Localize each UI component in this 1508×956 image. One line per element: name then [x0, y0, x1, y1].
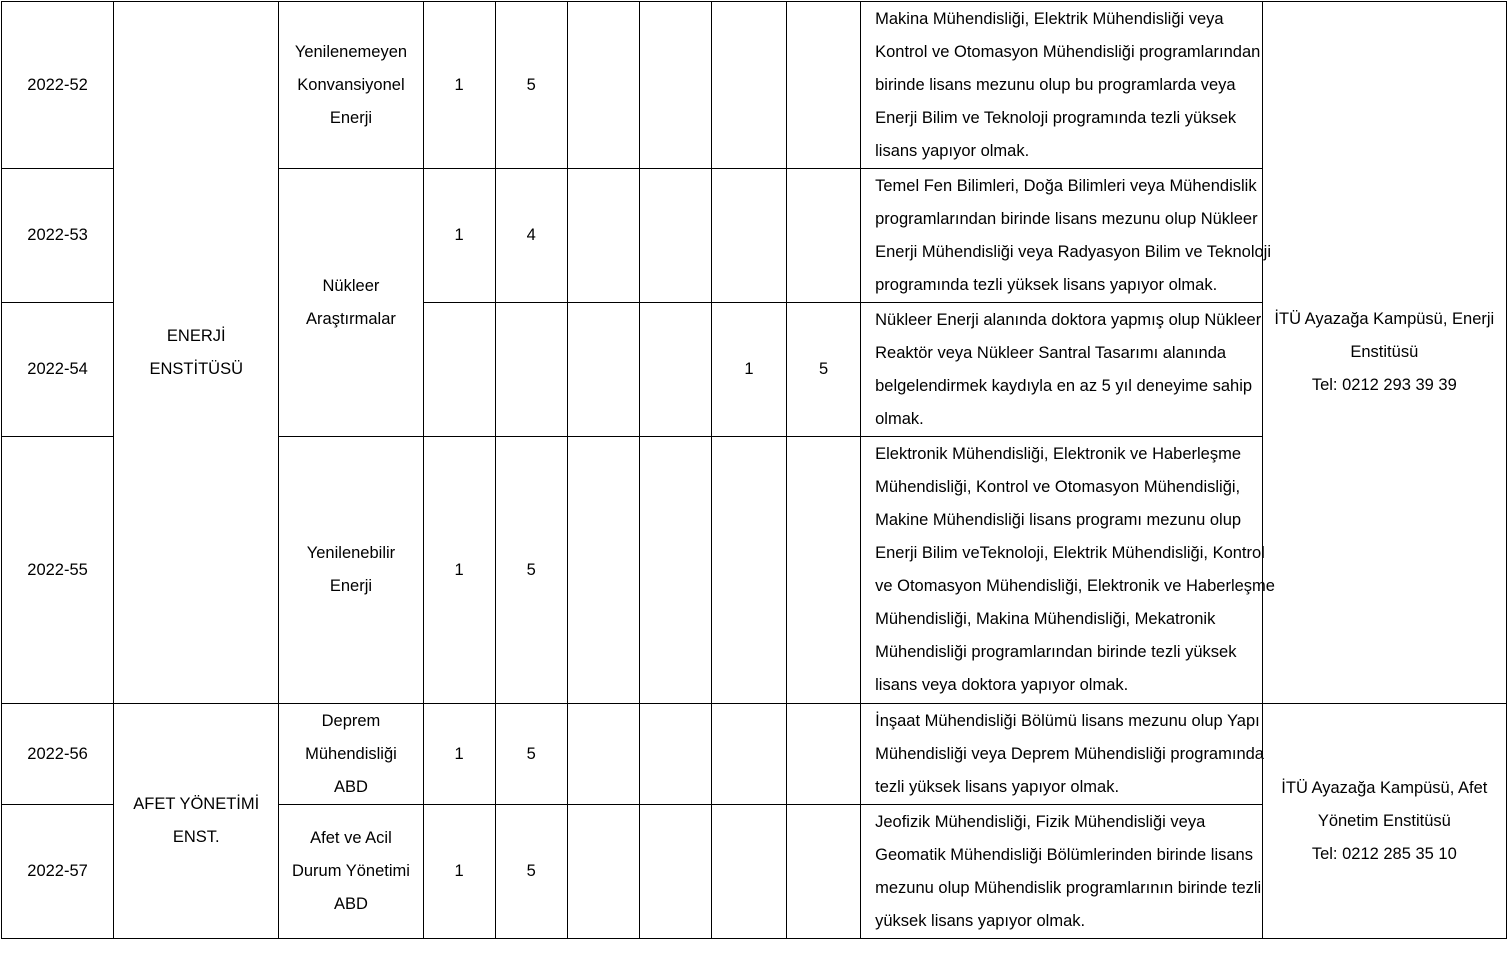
- count-cell: 5: [495, 704, 567, 805]
- count-cell: 1: [423, 437, 495, 704]
- contact-cell: [1262, 2, 1506, 704]
- count-cell: 1: [423, 169, 495, 303]
- count-cell: 4: [495, 169, 567, 303]
- program-line: Durum Yönetimi: [291, 862, 410, 880]
- program-line: Nükleer: [322, 276, 380, 295]
- requirement-cell: [861, 704, 1263, 805]
- positions-table: [1, 1, 1507, 939]
- requirement-line: Mühendisliği veya Deprem Mühendisliği programında: [875, 744, 1264, 763]
- requirement-line: yüksek lisans yapıyor olmak.: [875, 911, 1086, 930]
- count-cell: 5: [495, 2, 567, 169]
- program-line: ABD: [333, 777, 368, 796]
- requirement-line: İnşaat Mühendisliği Bölümü lisans mezunu olup Yapı: [875, 711, 1260, 730]
- institute-line: ENERJİ: [166, 326, 226, 345]
- contact-line: Yönetim Enstitüsü: [1317, 811, 1451, 830]
- contact-line: Enstitüsü: [1350, 343, 1419, 361]
- count-cell: [567, 169, 639, 303]
- count-cell: [567, 2, 639, 169]
- requirement-line: Makina Mühendisliği, Elektrik Mühendisliği veya: [875, 9, 1224, 28]
- count-cell: 1: [423, 2, 495, 169]
- contact-line: Tel: 0212 293 39 39: [1311, 376, 1457, 394]
- count-cell: [787, 704, 861, 805]
- count-cell: [639, 704, 711, 805]
- requirement-line: Reaktör veya Nükleer Santral Tasarımı alanında: [875, 343, 1227, 362]
- program-line: ABD: [333, 895, 368, 913]
- count-cell: [787, 805, 861, 939]
- program-line: Yenilenebilir: [306, 544, 396, 562]
- requirement-line: Makine Mühendisliği lisans programı mezunu olup: [875, 511, 1242, 529]
- institute-cell: [114, 2, 279, 704]
- program-line: Yenilenemeyen: [294, 42, 408, 61]
- count-cell: [567, 303, 639, 437]
- count-cell: 1: [711, 303, 786, 437]
- requirement-line: programında tezli yüksek lisans yapıyor olmak.: [875, 275, 1218, 294]
- code-cell: 2022-55: [2, 437, 114, 704]
- requirement-line: Kontrol ve Otomasyon Mühendisliği programlarından: [875, 42, 1261, 61]
- program-line: Deprem: [321, 711, 381, 730]
- program-line: Konvansiyonel: [297, 75, 405, 94]
- requirement-line: mezunu olup Mühendislik programlarının birinde tezli: [875, 878, 1262, 897]
- requirement-line: birinde lisans mezunu olup bu programlarda veya: [875, 75, 1236, 94]
- requirement-line: olmak.: [875, 409, 924, 428]
- program-line: Enerji: [329, 577, 373, 595]
- count-cell: [787, 437, 861, 704]
- requirement-cell: [861, 2, 1263, 169]
- program-cell: [279, 2, 423, 169]
- program-cell: [279, 437, 423, 704]
- program-cell: [279, 805, 423, 939]
- requirement-line: Nükleer Enerji alanında doktora yapmış olup Nükleer: [875, 310, 1262, 329]
- count-cell: 5: [787, 303, 861, 437]
- count-cell: [711, 2, 786, 169]
- requirement-line: Enerji Bilim veTeknoloji, Elektrik Mühendisliği, Kontrol: [875, 544, 1265, 562]
- count-cell: [567, 805, 639, 939]
- requirement-line: lisans veya doktora yapıyor olmak.: [875, 676, 1129, 694]
- requirement-line: Jeofizik Mühendisliği, Fizik Mühendisliği veya: [875, 812, 1206, 831]
- count-cell: [639, 303, 711, 437]
- code-cell: 2022-53: [2, 169, 114, 303]
- institute-line: ENSTİTÜSÜ: [149, 359, 243, 378]
- requirement-cell: [861, 437, 1275, 704]
- contact-cell: [1262, 704, 1506, 939]
- requirement-line: programlarından birinde lisans mezunu olup Nükleer: [875, 209, 1258, 228]
- count-cell: [639, 169, 711, 303]
- requirement-line: Geomatik Mühendisliği Bölümlerinden birinde lisans: [875, 845, 1253, 864]
- requirement-line: Mühendisliği, Kontrol ve Otomasyon Mühendisliği,: [875, 478, 1241, 496]
- count-cell: [711, 805, 786, 939]
- code-cell: 2022-52: [2, 2, 114, 169]
- table-row: [2, 2, 1507, 169]
- requirement-line: tezli yüksek lisans yapıyor olmak.: [875, 777, 1120, 796]
- requirement-line: Enerji Bilim ve Teknoloji programında tezli yüksek: [875, 108, 1237, 127]
- requirement-line: Temel Fen Bilimleri, Doğa Bilimleri veya Mühendislik: [875, 176, 1257, 195]
- count-cell: [567, 704, 639, 805]
- count-cell: [787, 169, 861, 303]
- count-cell: [639, 2, 711, 169]
- count-cell: [787, 2, 861, 169]
- count-cell: [423, 303, 495, 437]
- contact-line: Tel: 0212 285 35 10: [1311, 844, 1457, 863]
- program-cell: [279, 169, 423, 437]
- table-row: [2, 704, 1507, 805]
- code-cell: 2022-57: [2, 805, 114, 939]
- count-cell: [567, 437, 639, 704]
- count-cell: [711, 704, 786, 805]
- program-line: Araştırmalar: [306, 309, 396, 328]
- requirement-line: ve Otomasyon Mühendisliği, Elektronik ve Haberleşme: [875, 577, 1275, 595]
- count-cell: [639, 437, 711, 704]
- requirement-line: belgelendirmek kaydıyla en az 5 yıl deneyime sahip: [875, 376, 1253, 395]
- count-cell: 1: [423, 704, 495, 805]
- requirement-line: Mühendisliği programlarından birinde tezli yüksek: [875, 643, 1237, 661]
- requirement-cell: [861, 805, 1263, 939]
- code-cell: 2022-54: [2, 303, 114, 437]
- count-cell: [495, 303, 567, 437]
- requirement-cell: [861, 169, 1271, 303]
- code-cell: 2022-56: [2, 704, 114, 805]
- institute-line: AFET YÖNETİMİ: [133, 795, 260, 813]
- contact-line: İTÜ Ayazağa Kampüsü, Afet: [1281, 778, 1488, 797]
- contact-line: İTÜ Ayazağa Kampüsü, Enerji: [1274, 310, 1495, 328]
- count-cell: [711, 437, 786, 704]
- count-cell: 1: [423, 805, 495, 939]
- institute-cell: [114, 704, 279, 939]
- program-line: Afet ve Acil: [310, 829, 392, 847]
- count-cell: 5: [495, 805, 567, 939]
- requirement-line: lisans yapıyor olmak.: [875, 141, 1030, 160]
- requirement-cell: [861, 303, 1263, 437]
- count-cell: [711, 169, 786, 303]
- program-cell: [279, 704, 423, 805]
- program-line: Mühendisliği: [305, 744, 397, 763]
- requirement-line: Enerji Mühendisliği veya Radyasyon Bilim ve Teknoloji: [875, 242, 1271, 261]
- institute-line: ENST.: [172, 828, 220, 846]
- program-line: Enerji: [329, 108, 373, 127]
- requirement-line: Elektronik Mühendisliği, Elektronik ve Haberleşme: [875, 445, 1242, 463]
- count-cell: [639, 805, 711, 939]
- requirement-line: Mühendisliği, Makina Mühendisliği, Mekatronik: [875, 610, 1216, 628]
- count-cell: 5: [495, 437, 567, 704]
